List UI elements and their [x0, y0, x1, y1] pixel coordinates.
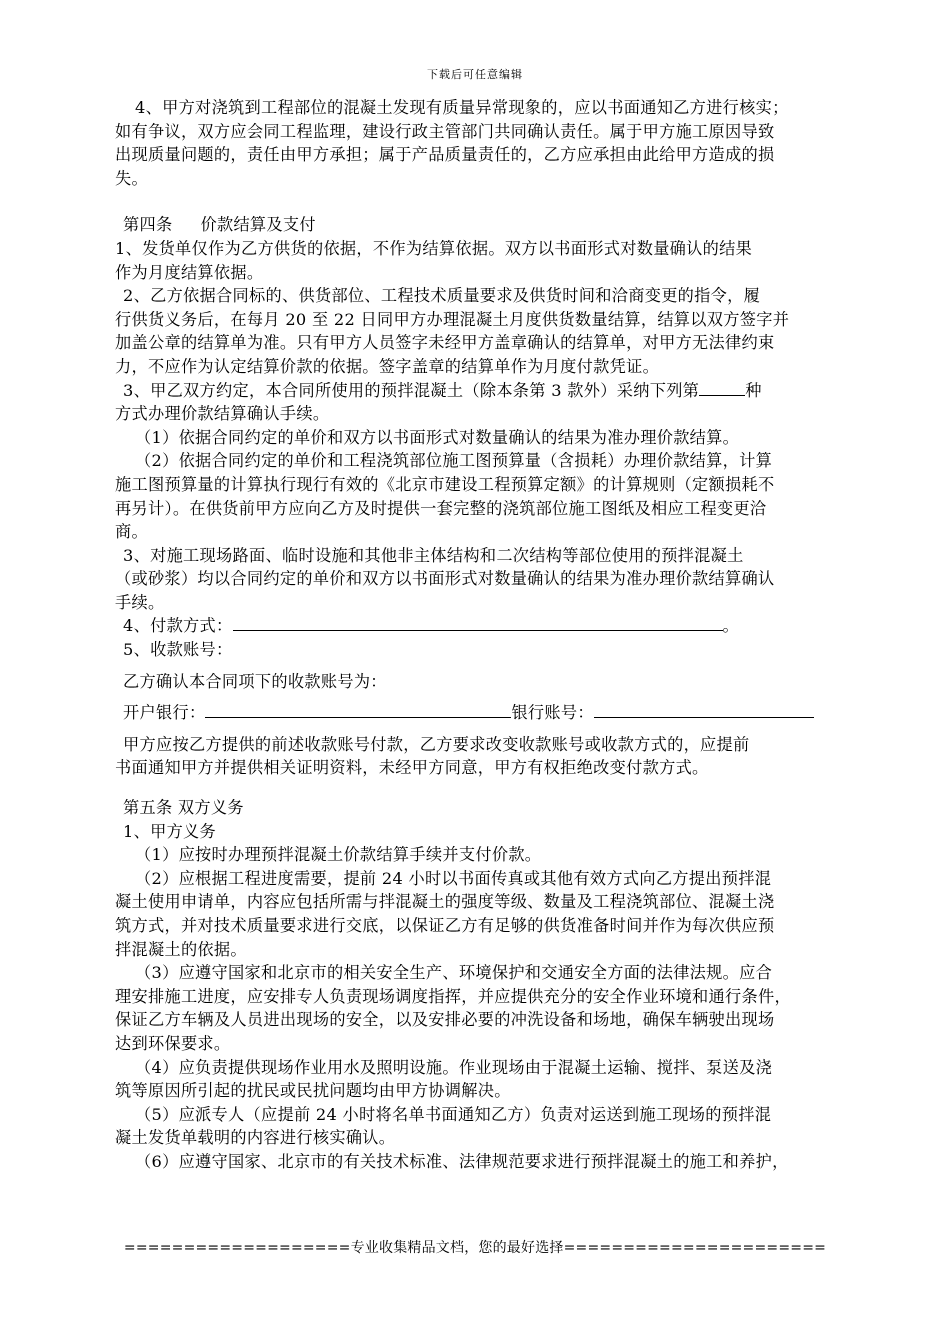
text-line: 再另计）。在供货前甲方应向乙方及时提供一套完整的浇筑部位施工图纸及相应工程变更洽: [115, 498, 767, 518]
document-body: [115, 96, 885, 1174]
text-line: 加盖公章的结算单为准。只有甲方人员签字未经甲方盖章确认的结算单，对甲方无法律约束: [115, 333, 775, 353]
text-line: 2、乙方依据合同标的、供货部位、工程技术质量要求及供货时间和洽商变更的指令，履: [123, 286, 761, 306]
text-line: 3、对施工现场路面、临时设施和其他非主体结构和二次结构等部位使用的预拌混凝土: [123, 545, 744, 565]
text-line: 出现质量问题的，责任由甲方承担；属于产品质量责任的，乙方应承担由此给甲方造成的损: [115, 145, 775, 165]
text-line: 力，不应作为认定结算价款的依据。签字盖章的结算单作为月度付款凭证。: [115, 356, 660, 376]
obligation-5: （5）应派专人（应提前 24 小时将名单书面通知乙方）负责对运送到施工现场的预拌混: [135, 1104, 772, 1124]
settlement-method-line: 3、甲乙双方约定，本合同所使用的预拌混凝土（除本条第 3 款外）采纳下列第 种: [123, 380, 762, 400]
subheading-party-a: 1、甲方义务: [123, 821, 217, 841]
text-line: 手续。: [115, 592, 165, 612]
text-line: 施工图预算量的计算执行现行有效的《北京市建设工程预算定额》的计算规则（定额损耗不: [115, 474, 775, 494]
obligation-1: （1）应按时办理预拌混凝土价款结算手续并支付价款。: [135, 845, 542, 865]
text-line: 作为月度结算依据。: [115, 262, 264, 282]
text-line: 拌混凝土的依据。: [115, 939, 247, 959]
text-line: 如有争议，双方应会同工程监理，建设行政主管部门共同确认责任。属于甲方施工原因导致: [115, 121, 775, 141]
obligation-2: （2）应根据工程进度需要，提前 24 小时以书面传真或其他有效方式向乙方提出预拌混: [135, 868, 772, 888]
text-line: 筑方式，并对技术质量要求进行交底，以保证乙方有足够的供货准备时间并作为每次供应预: [115, 916, 775, 935]
account-confirm-line: 乙方确认本合同项下的收款账号为：: [123, 671, 387, 691]
account-number-blank[interactable]: [594, 702, 814, 718]
clause-4-quality: [115, 96, 885, 190]
option-2: （2）依据合同约定的单价和工程浇筑部位施工图预算量（含损耗）办理价款结算，计算: [135, 451, 773, 471]
text-line: 凝土发货单载明的内容进行核实确认。: [115, 1128, 396, 1148]
text-line: 4、甲方对浇筑到工程部位的混凝土发现有质量异常现象的，应以书面通知乙方进行核实；: [135, 98, 789, 117]
article-5-heading: 第五条 双方义务: [123, 798, 244, 818]
article-4-heading: [115, 213, 885, 237]
text-line: 书面通知甲方并提供相关证明资料，未经甲方同意，甲方有权拒绝改变付款方式。: [115, 758, 709, 778]
text-line: 保证乙方车辆及人员进出现场的安全，以及安排必要的冲洗设备和场地，确保车辆驶出现场: [115, 1010, 775, 1030]
text-line: 商。: [115, 522, 148, 542]
text-line: 理安排施工进度，应安排专人负责现场调度指挥，并应提供充分的安全作业环境和通行条件，: [115, 986, 791, 1006]
page-header: 下载后可任意编辑: [427, 68, 523, 81]
text-line: 失。: [115, 168, 148, 188]
text-line: 凝土使用申请单，内容应包括所需与拌混凝土的强度等级、数量及工程浇筑部位、混凝土浇: [115, 892, 775, 912]
text-line: 达到环保要求。: [115, 1033, 231, 1053]
obligation-6: （6）应遵守国家、北京市的有关技术标准、法律规范要求进行预拌混凝土的施工和养护，: [135, 1151, 789, 1171]
bank-info-line: 开户银行： 银行账号：: [115, 701, 885, 725]
text-line: 行供货义务后，在每月 20 至 22 日同甲方办理混凝土月度供货数量结算，结算以双方签字并: [115, 309, 790, 329]
article-number: 第四条: [123, 215, 173, 235]
text-line: 方式办理价款结算确认手续。: [115, 404, 330, 424]
text-line: 筑等原因所引起的扰民或民扰问题均由甲方协调解决。: [115, 1081, 511, 1101]
obligation-3: （3）应遵守国家和北京市的相关安全生产、环境保护和交通安全方面的法律法规。应合: [135, 963, 773, 983]
method-number-blank[interactable]: [699, 380, 745, 396]
payment-method-line: 4、付款方式： 。: [123, 616, 740, 636]
text-line: 1、发货单仅作为乙方供货的依据，不作为结算依据。双方以书面形式对数量确认的结果: [115, 238, 753, 258]
obligation-4: （4）应负责提供现场作业用水及照明设施。作业现场由于混凝土运输、搅拌、泵送及浇: [135, 1057, 773, 1077]
bank-name-blank[interactable]: [205, 702, 511, 718]
option-1: （1）依据合同约定的单价和双方以书面形式对数量确认的结果为准办理价款结算。: [135, 427, 740, 447]
account-label-line: 5、收款账号：: [123, 640, 233, 660]
text-line: （或砂浆）均以合同约定的单价和双方以书面形式对数量确认的结果为准办理价款结算确认: [115, 569, 775, 589]
page-footer: ===================专业收集精品文档，您的最好选择======================: [123, 1240, 827, 1256]
article-title: 价款结算及支付: [200, 215, 316, 235]
text-line: 甲方应按乙方提供的前述收款账号付款，乙方要求改变收款账号或收款方式的，应提前: [123, 734, 750, 754]
payment-method-blank[interactable]: [233, 615, 723, 631]
